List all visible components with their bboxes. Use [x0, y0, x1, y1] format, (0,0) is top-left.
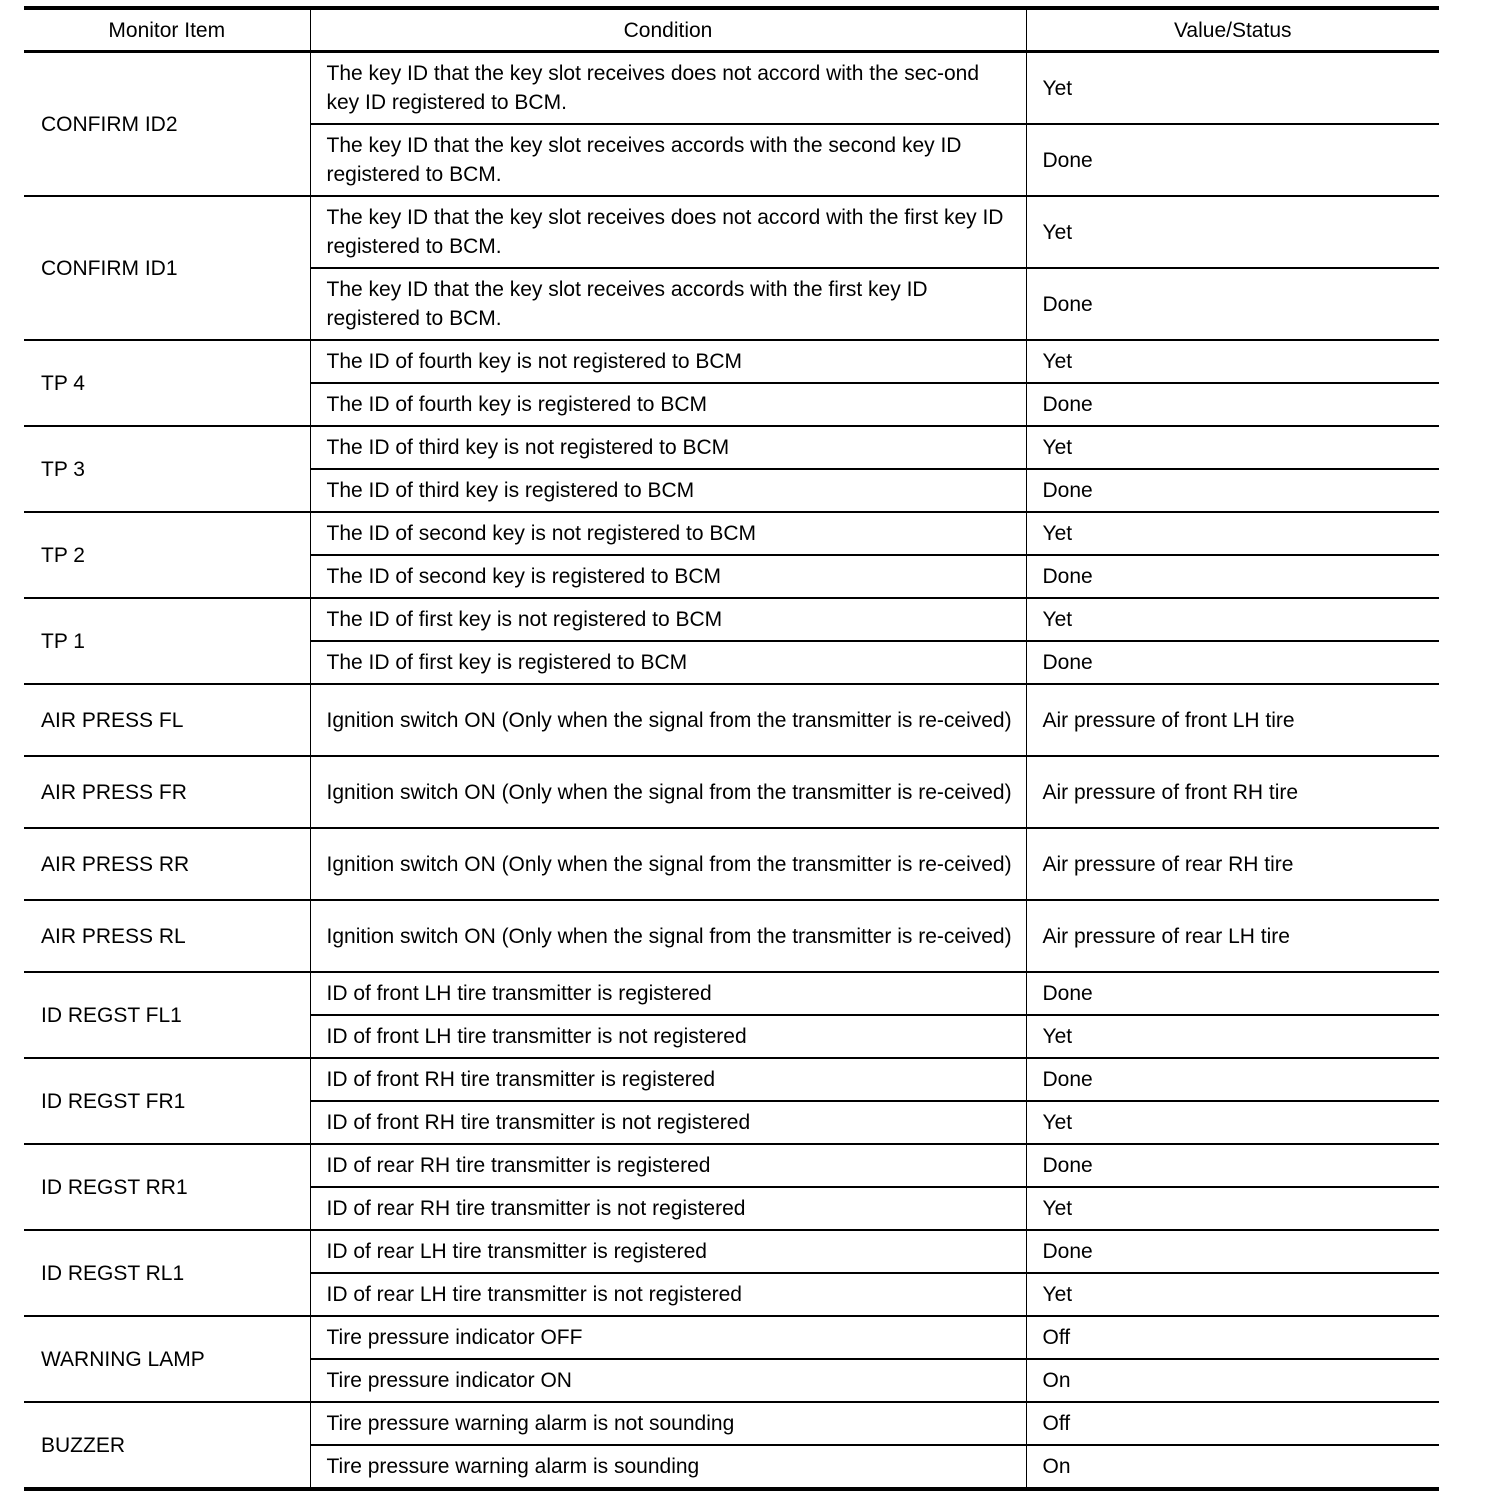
condition-cell: ID of rear RH tire transmitter is registered — [310, 1144, 1026, 1187]
value-cell: Done — [1026, 1144, 1439, 1187]
monitor-item-cell: AIR PRESS FR — [24, 756, 310, 828]
condition-cell: Tire pressure indicator ON — [310, 1359, 1026, 1402]
value-cell: Done — [1026, 1058, 1439, 1101]
table-row — [24, 684, 1439, 756]
monitor-item-cell: ID REGST RL1 — [24, 1230, 310, 1316]
value-cell: Done — [1026, 1230, 1439, 1273]
table-row — [24, 972, 1439, 1015]
value-cell: On — [1026, 1359, 1439, 1402]
monitor-item-cell: TP 2 — [24, 512, 310, 598]
condition-cell: ID of front RH tire transmitter is registered — [310, 1058, 1026, 1101]
value-cell: Done — [1026, 268, 1439, 340]
value-cell: Yet — [1026, 1101, 1439, 1144]
table-row — [24, 1316, 1439, 1359]
value-cell: Done — [1026, 469, 1439, 512]
condition-cell: The key ID that the key slot receives does not accord with the sec-ond key ID registered to BCM. — [310, 52, 1026, 125]
value-cell: Done — [1026, 383, 1439, 426]
monitor-item-cell: AIR PRESS RL — [24, 900, 310, 972]
condition-cell: Ignition switch ON (Only when the signal from the transmitter is re-ceived) — [310, 828, 1026, 900]
monitor-item-cell: TP 1 — [24, 598, 310, 684]
condition-cell: ID of rear RH tire transmitter is not registered — [310, 1187, 1026, 1230]
header-monitor-item: Monitor Item — [24, 8, 310, 52]
table-row — [24, 340, 1439, 383]
table-row — [24, 1230, 1439, 1273]
value-cell: Air pressure of front RH tire — [1026, 756, 1439, 828]
condition-cell: The key ID that the key slot receives accords with the first key ID registered to BCM. — [310, 268, 1026, 340]
monitor-table — [24, 6, 1439, 1491]
value-cell: Yet — [1026, 340, 1439, 383]
value-cell: Yet — [1026, 1273, 1439, 1316]
monitor-item-cell: WARNING LAMP — [24, 1316, 310, 1402]
monitor-item-cell: CONFIRM ID2 — [24, 52, 310, 197]
header-value-status: Value/Status — [1026, 8, 1439, 52]
value-cell: Yet — [1026, 1015, 1439, 1058]
monitor-item-cell: ID REGST FR1 — [24, 1058, 310, 1144]
value-cell: Yet — [1026, 426, 1439, 469]
condition-cell: ID of front LH tire transmitter is registered — [310, 972, 1026, 1015]
condition-cell: The key ID that the key slot receives accords with the second key ID registered to BCM. — [310, 124, 1026, 196]
value-cell: Off — [1026, 1316, 1439, 1359]
table-row — [24, 1144, 1439, 1187]
monitor-item-cell: BUZZER — [24, 1402, 310, 1489]
monitor-item-cell: CONFIRM ID1 — [24, 196, 310, 340]
condition-cell: Ignition switch ON (Only when the signal from the transmitter is re-ceived) — [310, 684, 1026, 756]
value-cell: Yet — [1026, 1187, 1439, 1230]
value-cell: Air pressure of front LH tire — [1026, 684, 1439, 756]
condition-cell: The ID of second key is not registered to BCM — [310, 512, 1026, 555]
condition-cell: ID of rear LH tire transmitter is registered — [310, 1230, 1026, 1273]
table-row — [24, 828, 1439, 900]
monitor-item-cell: ID REGST FL1 — [24, 972, 310, 1058]
value-cell: Done — [1026, 555, 1439, 598]
value-cell: Yet — [1026, 52, 1439, 125]
condition-cell: The ID of second key is registered to BCM — [310, 555, 1026, 598]
value-cell: Off — [1026, 1402, 1439, 1445]
value-cell: On — [1026, 1445, 1439, 1489]
condition-cell: ID of front LH tire transmitter is not registered — [310, 1015, 1026, 1058]
condition-cell: The ID of fourth key is not registered to BCM — [310, 340, 1026, 383]
condition-cell: The ID of third key is registered to BCM — [310, 469, 1026, 512]
value-cell: Done — [1026, 972, 1439, 1015]
value-cell: Air pressure of rear LH tire — [1026, 900, 1439, 972]
table-row — [24, 512, 1439, 555]
value-cell: Yet — [1026, 598, 1439, 641]
monitor-item-cell: AIR PRESS FL — [24, 684, 310, 756]
table-row — [24, 1402, 1439, 1445]
table-row — [24, 598, 1439, 641]
header-row — [24, 8, 1439, 52]
condition-cell: The ID of fourth key is registered to BCM — [310, 383, 1026, 426]
table-row — [24, 1058, 1439, 1101]
value-cell: Yet — [1026, 196, 1439, 268]
condition-cell: ID of rear LH tire transmitter is not registered — [310, 1273, 1026, 1316]
monitor-item-cell: AIR PRESS RR — [24, 828, 310, 900]
monitor-item-cell: TP 4 — [24, 340, 310, 426]
table-row — [24, 52, 1439, 125]
monitor-item-cell: ID REGST RR1 — [24, 1144, 310, 1230]
condition-cell: Tire pressure warning alarm is sounding — [310, 1445, 1026, 1489]
value-cell: Air pressure of rear RH tire — [1026, 828, 1439, 900]
table-row — [24, 756, 1439, 828]
condition-cell: Ignition switch ON (Only when the signal from the transmitter is re-ceived) — [310, 900, 1026, 972]
table-row — [24, 196, 1439, 268]
value-cell: Yet — [1026, 512, 1439, 555]
condition-cell: The key ID that the key slot receives does not accord with the first key ID registered to BCM. — [310, 196, 1026, 268]
header-condition: Condition — [310, 8, 1026, 52]
monitor-item-cell: TP 3 — [24, 426, 310, 512]
table-row — [24, 426, 1439, 469]
condition-cell: Ignition switch ON (Only when the signal from the transmitter is re-ceived) — [310, 756, 1026, 828]
value-cell: Done — [1026, 124, 1439, 196]
value-cell: Done — [1026, 641, 1439, 684]
condition-cell: The ID of first key is not registered to BCM — [310, 598, 1026, 641]
condition-cell: The ID of first key is registered to BCM — [310, 641, 1026, 684]
condition-cell: The ID of third key is not registered to BCM — [310, 426, 1026, 469]
table-row — [24, 900, 1439, 972]
condition-cell: Tire pressure indicator OFF — [310, 1316, 1026, 1359]
condition-cell: ID of front RH tire transmitter is not registered — [310, 1101, 1026, 1144]
condition-cell: Tire pressure warning alarm is not sounding — [310, 1402, 1026, 1445]
